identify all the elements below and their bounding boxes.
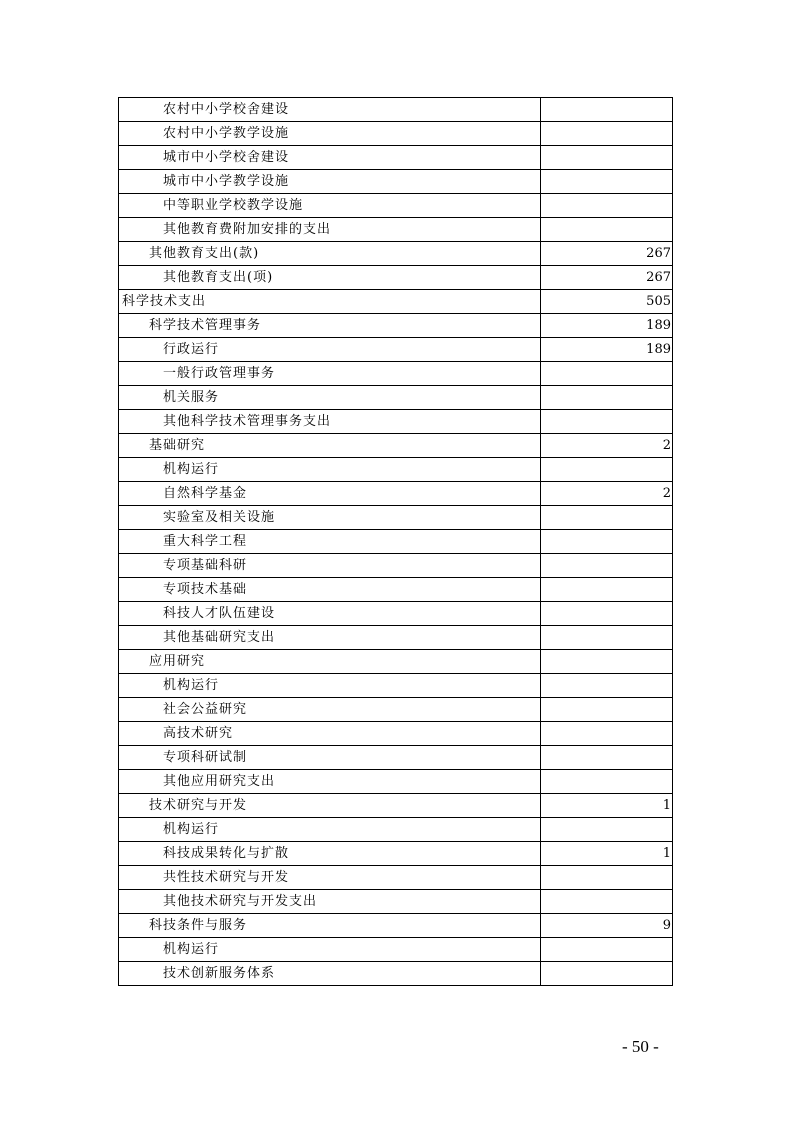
table-row xyxy=(119,146,673,170)
row-item-name: 其他教育费附加安排的支出 xyxy=(119,218,541,242)
row-item-name: 农村中小学教学设施 xyxy=(119,122,541,146)
row-item-value xyxy=(541,98,673,122)
table-row xyxy=(119,626,673,650)
row-item-value xyxy=(541,866,673,890)
table-row xyxy=(119,842,673,866)
row-item-name: 科学技术管理事务 xyxy=(119,314,541,338)
row-item-name: 专项技术基础 xyxy=(119,578,541,602)
row-item-value xyxy=(541,626,673,650)
row-item-name: 技术研究与开发 xyxy=(119,794,541,818)
table-row xyxy=(119,962,673,986)
row-item-value: 189 xyxy=(541,314,673,338)
row-item-name: 一般行政管理事务 xyxy=(119,362,541,386)
table-row xyxy=(119,314,673,338)
row-item-value xyxy=(541,386,673,410)
row-item-value xyxy=(541,194,673,218)
row-item-value: 2 xyxy=(541,434,673,458)
table-row xyxy=(119,914,673,938)
row-item-name: 其他教育支出(款) xyxy=(119,242,541,266)
row-item-name: 城市中小学教学设施 xyxy=(119,170,541,194)
row-item-name: 机构运行 xyxy=(119,458,541,482)
row-item-value xyxy=(541,218,673,242)
table-row xyxy=(119,434,673,458)
row-item-name: 科技人才队伍建设 xyxy=(119,602,541,626)
row-item-name: 技术创新服务体系 xyxy=(119,962,541,986)
row-item-value xyxy=(541,746,673,770)
table-row xyxy=(119,530,673,554)
row-item-value xyxy=(541,722,673,746)
table-row xyxy=(119,362,673,386)
row-item-value: 267 xyxy=(541,242,673,266)
row-item-name: 其他教育支出(项) xyxy=(119,266,541,290)
row-item-value xyxy=(541,122,673,146)
row-item-name: 实验室及相关设施 xyxy=(119,506,541,530)
row-item-name: 其他技术研究与开发支出 xyxy=(119,890,541,914)
table-row xyxy=(119,674,673,698)
row-item-value xyxy=(541,554,673,578)
row-item-name: 城市中小学校舍建设 xyxy=(119,146,541,170)
table-row xyxy=(119,122,673,146)
row-item-value xyxy=(541,938,673,962)
row-item-name: 其他科学技术管理事务支出 xyxy=(119,410,541,434)
row-item-value: 1 xyxy=(541,794,673,818)
row-item-value xyxy=(541,650,673,674)
row-item-value xyxy=(541,410,673,434)
row-item-value xyxy=(541,506,673,530)
table-row xyxy=(119,506,673,530)
row-item-value xyxy=(541,146,673,170)
table-row xyxy=(119,818,673,842)
row-item-value xyxy=(541,458,673,482)
row-item-value xyxy=(541,674,673,698)
table-row xyxy=(119,866,673,890)
row-item-value xyxy=(541,602,673,626)
row-item-value: 9 xyxy=(541,914,673,938)
row-item-name: 科技条件与服务 xyxy=(119,914,541,938)
row-item-name: 中等职业学校教学设施 xyxy=(119,194,541,218)
page-number: - 50 - xyxy=(622,1037,659,1056)
table-row xyxy=(119,722,673,746)
row-item-name: 基础研究 xyxy=(119,434,541,458)
budget-table xyxy=(118,97,673,986)
row-item-name: 社会公益研究 xyxy=(119,698,541,722)
table-body xyxy=(119,98,673,986)
row-item-name: 共性技术研究与开发 xyxy=(119,866,541,890)
table-row xyxy=(119,938,673,962)
row-item-name: 科技成果转化与扩散 xyxy=(119,842,541,866)
table-row xyxy=(119,650,673,674)
row-item-value: 267 xyxy=(541,266,673,290)
row-item-value xyxy=(541,578,673,602)
row-item-value xyxy=(541,530,673,554)
row-item-name: 高技术研究 xyxy=(119,722,541,746)
row-item-name: 机构运行 xyxy=(119,674,541,698)
row-item-value: 1 xyxy=(541,842,673,866)
table-row xyxy=(119,602,673,626)
table-row xyxy=(119,266,673,290)
table-row xyxy=(119,746,673,770)
row-item-value xyxy=(541,890,673,914)
row-item-name: 重大科学工程 xyxy=(119,530,541,554)
row-item-name: 机关服务 xyxy=(119,386,541,410)
row-item-name: 应用研究 xyxy=(119,650,541,674)
row-item-name: 专项基础科研 xyxy=(119,554,541,578)
row-item-value xyxy=(541,962,673,986)
table-row xyxy=(119,770,673,794)
row-item-name: 机构运行 xyxy=(119,938,541,962)
row-item-name: 其他基础研究支出 xyxy=(119,626,541,650)
table-row xyxy=(119,482,673,506)
table-row xyxy=(119,698,673,722)
table-row xyxy=(119,386,673,410)
table-row xyxy=(119,890,673,914)
table-row xyxy=(119,218,673,242)
row-item-name: 其他应用研究支出 xyxy=(119,770,541,794)
row-item-name: 自然科学基金 xyxy=(119,482,541,506)
row-item-value xyxy=(541,170,673,194)
table-row xyxy=(119,98,673,122)
table-row xyxy=(119,194,673,218)
row-item-value: 505 xyxy=(541,290,673,314)
row-item-name: 科学技术支出 xyxy=(119,290,541,314)
table-row xyxy=(119,578,673,602)
table-row xyxy=(119,458,673,482)
row-item-name: 行政运行 xyxy=(119,338,541,362)
row-item-value xyxy=(541,770,673,794)
row-item-name: 机构运行 xyxy=(119,818,541,842)
row-item-value xyxy=(541,818,673,842)
table-row xyxy=(119,410,673,434)
table-row xyxy=(119,338,673,362)
table-row xyxy=(119,290,673,314)
row-item-value xyxy=(541,362,673,386)
row-item-name: 农村中小学校舍建设 xyxy=(119,98,541,122)
table-row xyxy=(119,554,673,578)
row-item-value: 2 xyxy=(541,482,673,506)
row-item-name: 专项科研试制 xyxy=(119,746,541,770)
table-row xyxy=(119,242,673,266)
row-item-value xyxy=(541,698,673,722)
table-row xyxy=(119,170,673,194)
row-item-value: 189 xyxy=(541,338,673,362)
table-row xyxy=(119,794,673,818)
